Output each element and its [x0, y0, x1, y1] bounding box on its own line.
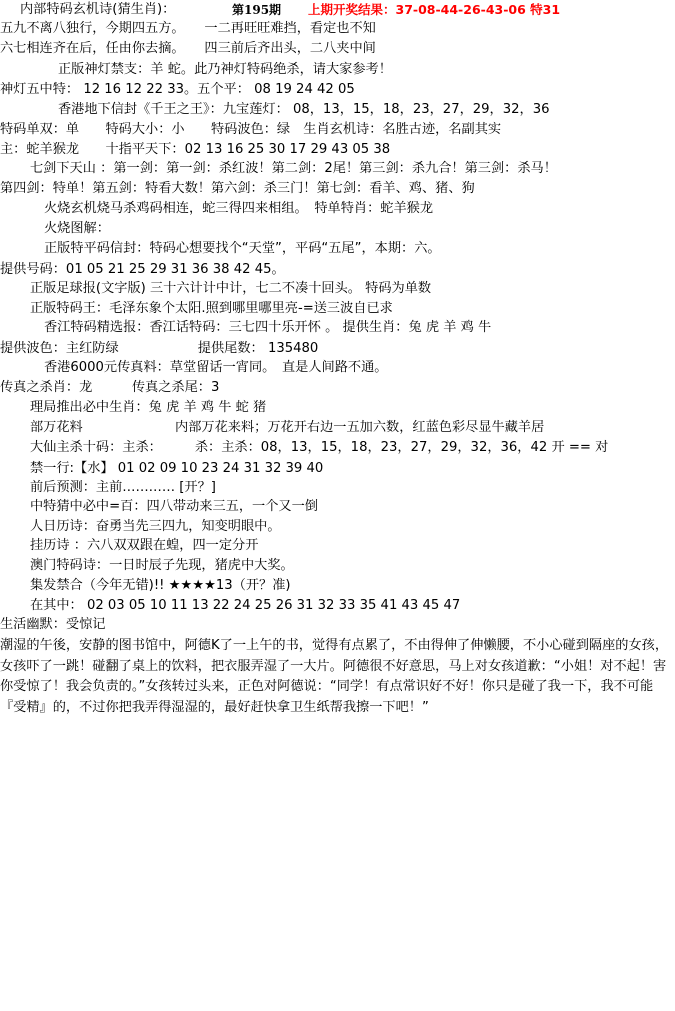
football-paper-line: 正版足球报(文字版) 三十六计计中计，七二不凑十回头。 特码为单数	[30, 281, 432, 296]
humor-heading: 生活幽默：受惊记	[0, 617, 106, 632]
document-title: 内部特码玄机诗(猜生肖)：	[20, 2, 176, 17]
last-draw-result: 上期开奖结果：37-08-44-26-43-06 特31	[308, 2, 561, 17]
lamp-five-numbers: 神灯五中特： 12 16 12 22 33。五个平： 08 19 24 42 05	[0, 82, 355, 97]
immortal-kill-line: 大仙主杀十码：主杀： 杀：主杀：08，13，15，18，23，27，29，32，36，42 开 == 对	[30, 440, 609, 455]
poem-line-1: 五九不离八独行，今期四五方。 一二再旺旺难挡，看定也不知	[0, 21, 376, 36]
envelope-special-line: 正版特平码信封：特码心想要找个“天堂”，平码“五尾”，本期：六。	[44, 241, 441, 256]
hk-fax-line: 香港6000元传真料：草堂留话一宵同。 直是人间路不通。	[44, 360, 388, 375]
seven-swords-line-1: 七剑下天山 ：第一剑：第一剑：杀红波！第二剑：2尾！第三剑：杀九合！第三剑：杀马！	[30, 161, 557, 176]
special-code-king-line: 正版特码王：毛泽东象个太阳.照到哪里哪里亮-=送三波自已求	[30, 301, 393, 316]
seven-swords-line-2: 第四剑：特单！第五剑：特看大数！第六剑：杀三门！第七剑：看羊、鸡、猪、狗	[0, 181, 475, 196]
calendar-poem-line: 人日历诗：奋勇当先三四九，知变明眼中。	[30, 519, 281, 534]
flower-material-line: 部万花料 内部万花来料；万花开右边一五加六数，红蓝色彩尽显牛藏羊居	[30, 420, 545, 435]
lamp-forbidden-line: 正版神灯禁支：羊 蛇。此乃神灯特码绝杀，请大家参考！	[58, 62, 392, 77]
collection-line: 集发禁合（今年无错)!! ★★★★13（开？准)	[30, 578, 291, 593]
special-code-attributes: 特码单双：单 特码大小：小 特码波色：绿 生肖玄机诗：名胜古迹，名副其实	[0, 122, 502, 137]
fax-kill-line: 传真之杀肖：龙 传真之杀尾：3	[0, 380, 220, 395]
fire-diagram-label: 火烧图解：	[44, 221, 110, 236]
wall-calendar-poem: 挂历诗 ：六八双双跟在蝗，四一定分开	[30, 538, 259, 553]
main-zodiac-line: 主：蛇羊猴龙 十指平天下：02 13 16 25 30 17 29 43 05 38	[0, 142, 391, 157]
hk-envelope-line: 香港地下信封《千王之王》：九宝莲灯： 08，13，15，18，23，27，29，32，36	[58, 102, 550, 117]
macau-poem-line: 澳门特码诗：一日时辰子先现，猪虎中大奖。	[30, 558, 294, 573]
numbers-within-line: 在其中： 02 03 05 10 11 13 22 24 25 26 31 32 33 35 41 43 45 47	[30, 598, 461, 613]
fire-mystery-line: 火烧玄机烧马杀鸡码相连，蛇三得四来相组。 特单特肖：蛇羊猴龙	[44, 201, 434, 216]
provided-numbers: 提供号码：01 05 21 25 29 31 36 38 42 45。	[0, 262, 285, 277]
front-back-prediction: 前后预测：主前………… [开？]	[30, 480, 216, 495]
humor-story-paragraph: 潮湿的午後，安静的图书馆中，阿德K了一上午的书，觉得有点累了，不由得伸了伸懒腰，不小心碰到隔座的女孩，女孩吓了一跳！碰翻了桌上的饮料，把衣服弄湿了一大片。阿德很不好意思，马上对女孩道歉：“小姐！对不起！害你受惊了！我会负责的。”女孩转过头来，正色对阿德说：“同学！有点常识好不好！你只是碰了我一下，我不可能『受精』的，不过你把我弄得湿湿的，最好赶快拿卫生纸帮我擦一下吧！”	[0, 638, 669, 715]
forbidden-row-line: 禁一行:【水】 01 02 09 10 23 24 31 32 39 40	[30, 461, 324, 476]
hk-selection-line: 香江特码精选报：香江话特码：三七四十乐开怀 。 提供生肖：兔 虎 羊 鸡 牛	[44, 320, 492, 335]
poem-line-2: 六七相连齐在后，任由你去摘。 四三前后齐出头，二八夹中间	[0, 41, 376, 56]
issue-number: 第195期	[232, 3, 282, 17]
must-hit-guess-line: 中特猜中必中=百：四八带动来三五，一个又一倒	[30, 499, 318, 514]
wave-tail-line: 提供波色：主红防绿 提供尾数： 135480	[0, 341, 319, 356]
must-hit-zodiac-line: 理局推出必中生肖：兔 虎 羊 鸡 牛 蛇 猪	[30, 400, 267, 415]
